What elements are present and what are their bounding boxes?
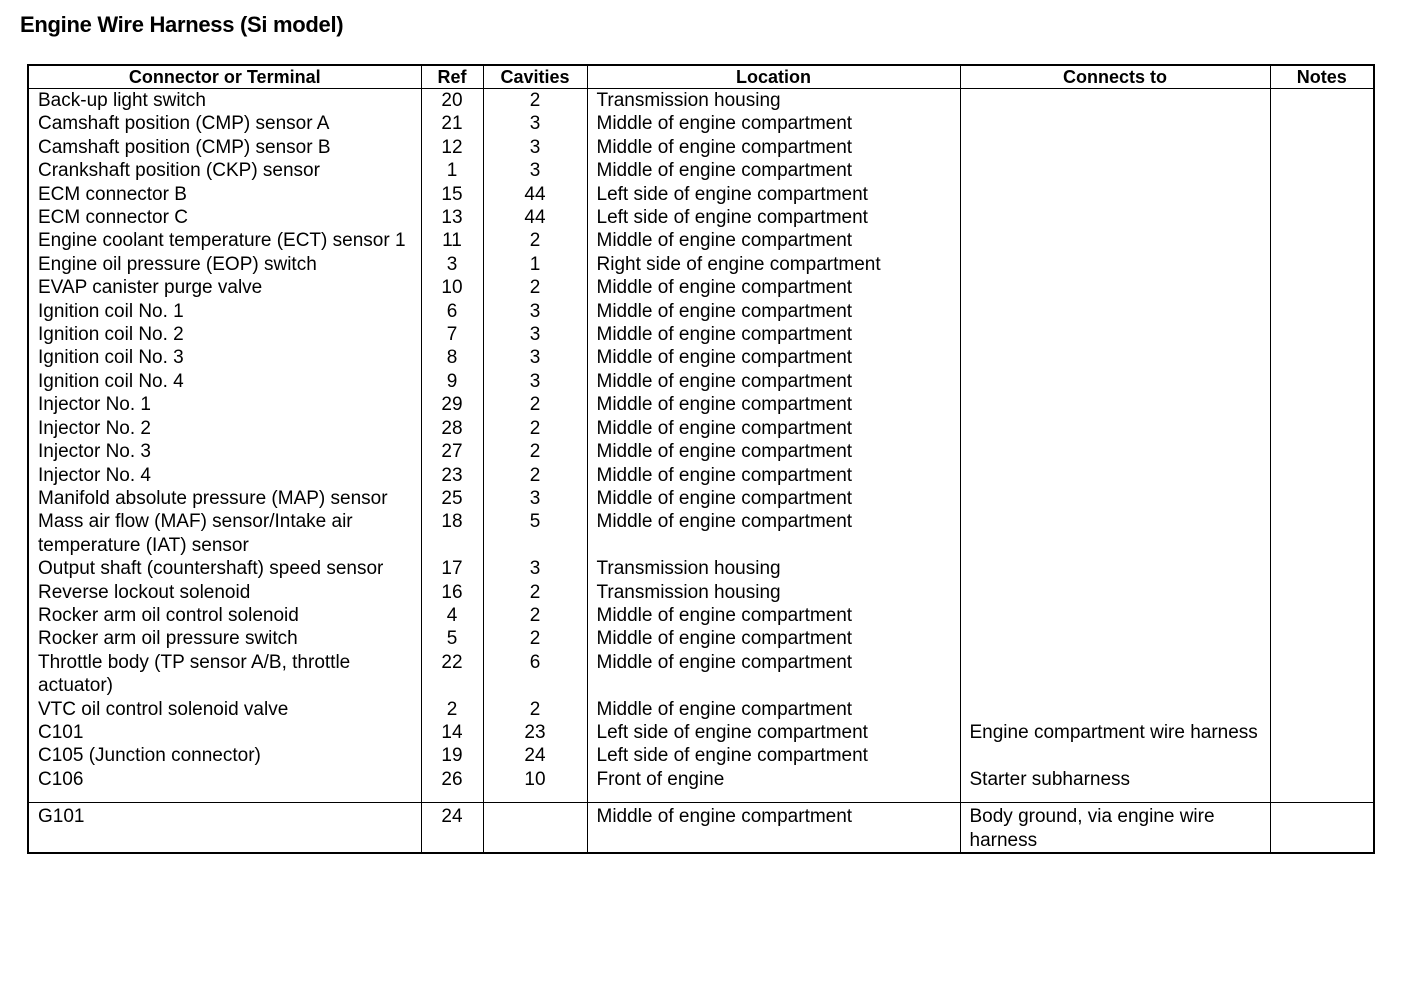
ref-cell: 15 bbox=[421, 183, 483, 206]
cavities-cell: 3 bbox=[483, 323, 587, 346]
ref-cell: 23 bbox=[421, 464, 483, 487]
ref-cell: 5 bbox=[421, 627, 483, 650]
ref-cell: 20 bbox=[421, 89, 483, 113]
ref-cell: 10 bbox=[421, 276, 483, 299]
ref-cell: 6 bbox=[421, 300, 483, 323]
notes-cell bbox=[1270, 276, 1374, 299]
notes-cell bbox=[1270, 136, 1374, 159]
ref-cell: 17 bbox=[421, 557, 483, 580]
cavities-cell: 2 bbox=[483, 393, 587, 416]
notes-cell bbox=[1270, 370, 1374, 393]
connector-cell: Rocker arm oil pressure switch bbox=[28, 627, 421, 650]
table-row bbox=[28, 721, 1374, 744]
notes-cell bbox=[1270, 510, 1374, 557]
location-cell: Front of engine bbox=[587, 768, 960, 803]
ref-cell: 12 bbox=[421, 136, 483, 159]
connector-cell: Engine oil pressure (EOP) switch bbox=[28, 253, 421, 276]
connector-cell: Reverse lockout solenoid bbox=[28, 581, 421, 604]
connector-cell: Ignition coil No. 2 bbox=[28, 323, 421, 346]
location-cell: Left side of engine compartment bbox=[587, 744, 960, 767]
cavities-cell: 3 bbox=[483, 370, 587, 393]
ref-cell: 26 bbox=[421, 768, 483, 803]
table-row bbox=[28, 370, 1374, 393]
table-row bbox=[28, 206, 1374, 229]
notes-cell bbox=[1270, 464, 1374, 487]
connects-to-cell bbox=[960, 440, 1270, 463]
table-row bbox=[28, 183, 1374, 206]
connects-to-cell: Starter subharness bbox=[960, 768, 1270, 803]
connector-cell: C101 bbox=[28, 721, 421, 744]
connects-to-cell bbox=[960, 206, 1270, 229]
connects-to-cell bbox=[960, 604, 1270, 627]
location-cell: Middle of engine compartment bbox=[587, 112, 960, 135]
connects-to-cell bbox=[960, 346, 1270, 369]
column-header-connector: Connector or Terminal bbox=[28, 65, 421, 89]
connector-cell: Ignition coil No. 4 bbox=[28, 370, 421, 393]
connects-to-cell bbox=[960, 627, 1270, 650]
cavities-cell: 2 bbox=[483, 417, 587, 440]
connects-to-cell bbox=[960, 370, 1270, 393]
ref-cell: 27 bbox=[421, 440, 483, 463]
location-cell: Left side of engine compartment bbox=[587, 721, 960, 744]
cavities-cell: 1 bbox=[483, 253, 587, 276]
cavities-cell: 2 bbox=[483, 581, 587, 604]
ref-cell: 28 bbox=[421, 417, 483, 440]
column-header-notes: Notes bbox=[1270, 65, 1374, 89]
cavities-cell: 3 bbox=[483, 487, 587, 510]
connector-cell: Injector No. 4 bbox=[28, 464, 421, 487]
connector-cell: Ignition coil No. 1 bbox=[28, 300, 421, 323]
connector-cell: ECM connector C bbox=[28, 206, 421, 229]
table-row bbox=[28, 229, 1374, 252]
cavities-cell: 3 bbox=[483, 557, 587, 580]
ref-cell: 14 bbox=[421, 721, 483, 744]
location-cell: Middle of engine compartment bbox=[587, 803, 960, 853]
notes-cell bbox=[1270, 229, 1374, 252]
connects-to-cell bbox=[960, 183, 1270, 206]
cavities-cell: 2 bbox=[483, 440, 587, 463]
table-row bbox=[28, 89, 1374, 113]
location-cell: Middle of engine compartment bbox=[587, 276, 960, 299]
connector-cell: Throttle body (TP sensor A/B, throttle actuator) bbox=[28, 651, 421, 698]
notes-cell bbox=[1270, 89, 1374, 113]
location-cell: Left side of engine compartment bbox=[587, 183, 960, 206]
cavities-cell: 24 bbox=[483, 744, 587, 767]
location-cell: Middle of engine compartment bbox=[587, 393, 960, 416]
location-cell: Middle of engine compartment bbox=[587, 698, 960, 721]
table-row bbox=[28, 803, 1374, 853]
location-cell: Left side of engine compartment bbox=[587, 206, 960, 229]
location-cell: Middle of engine compartment bbox=[587, 346, 960, 369]
ref-cell: 16 bbox=[421, 581, 483, 604]
ref-cell: 18 bbox=[421, 510, 483, 557]
location-cell: Transmission housing bbox=[587, 557, 960, 580]
table-row bbox=[28, 112, 1374, 135]
location-cell: Middle of engine compartment bbox=[587, 300, 960, 323]
notes-cell bbox=[1270, 323, 1374, 346]
column-header-cavities: Cavities bbox=[483, 65, 587, 89]
table-row bbox=[28, 464, 1374, 487]
table-row bbox=[28, 510, 1374, 557]
table-header-row bbox=[28, 65, 1374, 89]
connects-to-cell bbox=[960, 651, 1270, 698]
location-cell: Middle of engine compartment bbox=[587, 464, 960, 487]
table-row bbox=[28, 768, 1374, 803]
table-row bbox=[28, 253, 1374, 276]
page-title: Engine Wire Harness (Si model) bbox=[20, 12, 344, 37]
notes-cell bbox=[1270, 346, 1374, 369]
notes-cell bbox=[1270, 721, 1374, 744]
notes-cell bbox=[1270, 206, 1374, 229]
notes-cell bbox=[1270, 744, 1374, 767]
cavities-cell: 5 bbox=[483, 510, 587, 557]
ref-cell: 11 bbox=[421, 229, 483, 252]
notes-cell bbox=[1270, 698, 1374, 721]
ref-cell: 7 bbox=[421, 323, 483, 346]
column-header-location: Location bbox=[587, 65, 960, 89]
ref-cell: 24 bbox=[421, 803, 483, 853]
notes-cell bbox=[1270, 557, 1374, 580]
location-cell: Middle of engine compartment bbox=[587, 417, 960, 440]
location-cell: Middle of engine compartment bbox=[587, 604, 960, 627]
notes-cell bbox=[1270, 651, 1374, 698]
connector-cell: C106 bbox=[28, 768, 421, 803]
location-cell: Transmission housing bbox=[587, 89, 960, 113]
notes-cell bbox=[1270, 581, 1374, 604]
ref-cell: 9 bbox=[421, 370, 483, 393]
notes-cell bbox=[1270, 768, 1374, 803]
connector-cell: Manifold absolute pressure (MAP) sensor bbox=[28, 487, 421, 510]
connects-to-cell bbox=[960, 323, 1270, 346]
table-row bbox=[28, 136, 1374, 159]
notes-cell bbox=[1270, 253, 1374, 276]
connects-to-cell bbox=[960, 557, 1270, 580]
column-header-ref: Ref bbox=[421, 65, 483, 89]
cavities-cell: 2 bbox=[483, 464, 587, 487]
table-row bbox=[28, 604, 1374, 627]
ref-cell: 21 bbox=[421, 112, 483, 135]
connector-cell: G101 bbox=[28, 803, 421, 853]
cavities-cell: 3 bbox=[483, 159, 587, 182]
table-row bbox=[28, 323, 1374, 346]
cavities-cell: 2 bbox=[483, 89, 587, 113]
cavities-cell: 3 bbox=[483, 300, 587, 323]
location-cell: Middle of engine compartment bbox=[587, 651, 960, 698]
connects-to-cell bbox=[960, 744, 1270, 767]
connects-to-cell bbox=[960, 510, 1270, 557]
ref-cell: 22 bbox=[421, 651, 483, 698]
connects-to-cell bbox=[960, 464, 1270, 487]
connects-to-cell bbox=[960, 300, 1270, 323]
cavities-cell: 2 bbox=[483, 627, 587, 650]
cavities-cell: 44 bbox=[483, 183, 587, 206]
cavities-cell: 2 bbox=[483, 229, 587, 252]
ref-cell: 8 bbox=[421, 346, 483, 369]
ref-cell: 3 bbox=[421, 253, 483, 276]
connects-to-cell bbox=[960, 89, 1270, 113]
connects-to-cell bbox=[960, 487, 1270, 510]
table-row bbox=[28, 487, 1374, 510]
notes-cell bbox=[1270, 393, 1374, 416]
column-header-connects-to: Connects to bbox=[960, 65, 1270, 89]
table-row bbox=[28, 557, 1374, 580]
location-cell: Middle of engine compartment bbox=[587, 510, 960, 557]
notes-cell bbox=[1270, 604, 1374, 627]
cavities-cell: 3 bbox=[483, 346, 587, 369]
location-cell: Middle of engine compartment bbox=[587, 370, 960, 393]
connects-to-cell bbox=[960, 112, 1270, 135]
notes-cell bbox=[1270, 300, 1374, 323]
table-row bbox=[28, 417, 1374, 440]
connects-to-cell bbox=[960, 698, 1270, 721]
location-cell: Middle of engine compartment bbox=[587, 487, 960, 510]
ref-cell: 19 bbox=[421, 744, 483, 767]
location-cell: Middle of engine compartment bbox=[587, 136, 960, 159]
connects-to-cell bbox=[960, 276, 1270, 299]
connector-cell: Output shaft (countershaft) speed sensor bbox=[28, 557, 421, 580]
cavities-cell: 44 bbox=[483, 206, 587, 229]
table-row bbox=[28, 300, 1374, 323]
location-cell: Right side of engine compartment bbox=[587, 253, 960, 276]
cavities-cell: 2 bbox=[483, 276, 587, 299]
notes-cell bbox=[1270, 183, 1374, 206]
notes-cell bbox=[1270, 417, 1374, 440]
table-row bbox=[28, 159, 1374, 182]
connector-cell: ECM connector B bbox=[28, 183, 421, 206]
connects-to-cell bbox=[960, 581, 1270, 604]
cavities-cell: 10 bbox=[483, 768, 587, 803]
connects-to-cell: Body ground, via engine wire harness bbox=[960, 803, 1270, 853]
connector-cell: Engine coolant temperature (ECT) sensor 1 bbox=[28, 229, 421, 252]
cavities-cell: 3 bbox=[483, 112, 587, 135]
cavities-cell: 2 bbox=[483, 698, 587, 721]
notes-cell bbox=[1270, 440, 1374, 463]
cavities-cell bbox=[483, 803, 587, 853]
connector-cell: Injector No. 2 bbox=[28, 417, 421, 440]
connector-cell: VTC oil control solenoid valve bbox=[28, 698, 421, 721]
notes-cell bbox=[1270, 627, 1374, 650]
table-row bbox=[28, 627, 1374, 650]
connects-to-cell bbox=[960, 393, 1270, 416]
notes-cell bbox=[1270, 803, 1374, 853]
connects-to-cell: Engine compartment wire harness bbox=[960, 721, 1270, 744]
ref-cell: 29 bbox=[421, 393, 483, 416]
table-row bbox=[28, 346, 1374, 369]
cavities-cell: 3 bbox=[483, 136, 587, 159]
location-cell: Middle of engine compartment bbox=[587, 229, 960, 252]
connector-cell: Camshaft position (CMP) sensor B bbox=[28, 136, 421, 159]
connects-to-cell bbox=[960, 229, 1270, 252]
ref-cell: 25 bbox=[421, 487, 483, 510]
connects-to-cell bbox=[960, 159, 1270, 182]
cavities-cell: 23 bbox=[483, 721, 587, 744]
connector-cell: Back-up light switch bbox=[28, 89, 421, 113]
location-cell: Transmission housing bbox=[587, 581, 960, 604]
ref-cell: 4 bbox=[421, 604, 483, 627]
connects-to-cell bbox=[960, 253, 1270, 276]
location-cell: Middle of engine compartment bbox=[587, 627, 960, 650]
cavities-cell: 2 bbox=[483, 604, 587, 627]
connector-cell: C105 (Junction connector) bbox=[28, 744, 421, 767]
connector-cell: Rocker arm oil control solenoid bbox=[28, 604, 421, 627]
table-row bbox=[28, 651, 1374, 698]
ref-cell: 2 bbox=[421, 698, 483, 721]
connects-to-cell bbox=[960, 417, 1270, 440]
connector-cell: Ignition coil No. 3 bbox=[28, 346, 421, 369]
ref-cell: 13 bbox=[421, 206, 483, 229]
connector-cell: Injector No. 1 bbox=[28, 393, 421, 416]
table-row bbox=[28, 744, 1374, 767]
connector-cell: Crankshaft position (CKP) sensor bbox=[28, 159, 421, 182]
table-row bbox=[28, 698, 1374, 721]
table-row bbox=[28, 581, 1374, 604]
table-row bbox=[28, 393, 1374, 416]
table-row bbox=[28, 276, 1374, 299]
connects-to-cell bbox=[960, 136, 1270, 159]
ref-cell: 1 bbox=[421, 159, 483, 182]
notes-cell bbox=[1270, 159, 1374, 182]
location-cell: Middle of engine compartment bbox=[587, 159, 960, 182]
connector-cell: Injector No. 3 bbox=[28, 440, 421, 463]
connector-cell: EVAP canister purge valve bbox=[28, 276, 421, 299]
location-cell: Middle of engine compartment bbox=[587, 440, 960, 463]
notes-cell bbox=[1270, 487, 1374, 510]
notes-cell bbox=[1270, 112, 1374, 135]
cavities-cell: 6 bbox=[483, 651, 587, 698]
connector-cell: Mass air flow (MAF) sensor/Intake air temperature (IAT) sensor bbox=[28, 510, 421, 557]
table-row bbox=[28, 440, 1374, 463]
connector-cell: Camshaft position (CMP) sensor A bbox=[28, 112, 421, 135]
location-cell: Middle of engine compartment bbox=[587, 323, 960, 346]
engine-harness-table bbox=[27, 64, 1375, 854]
